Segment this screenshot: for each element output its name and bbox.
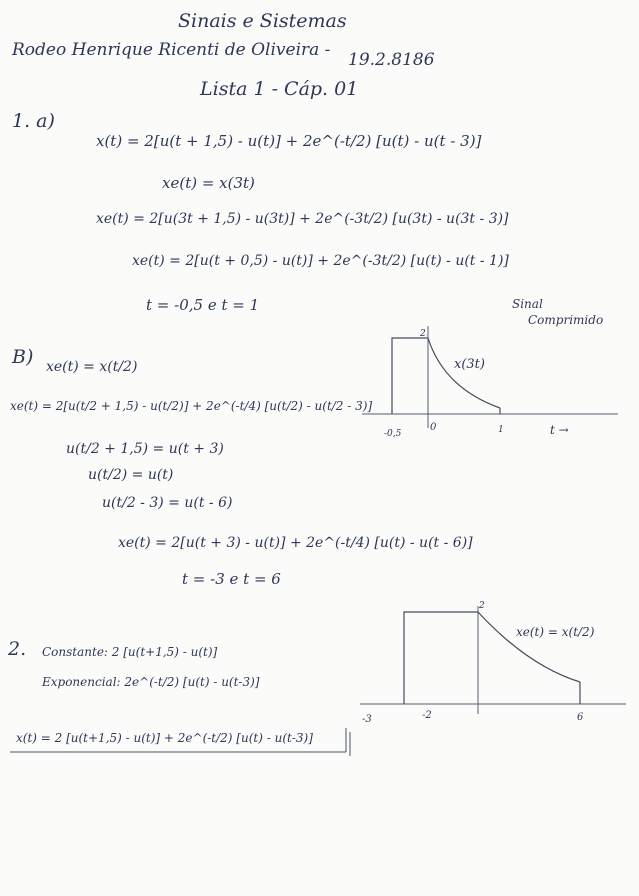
graph2-curve-label: xe(t) = x(t/2) [516,625,595,639]
eq-b-result: xe(t) = 2[u(t + 3) - u(t)] + 2e^(-t/4) [u(t) - u(t - 6)] [118,535,473,551]
graph2-tick-neg3: -3 [362,714,372,725]
eq-b-expansion: xe(t) = x(t/2) [46,359,138,375]
eq-b-step1: u(t/2 + 1,5) = u(t + 3) [66,441,224,457]
q2-exponential: Exponencial: 2e^(-t/2) [u(t) - u(t-3)] [42,675,260,689]
student-name: Rodeo Henrique Ricenti de Oliveira - [12,40,331,60]
graph1-rectangle [392,338,428,414]
course-title: Sinais e Sistemas [178,10,347,32]
graph-compressed-signal [360,318,620,443]
eq-b-step2: u(t/2) = u(t) [88,467,174,483]
graph1-curve-label: x(3t) [454,357,485,372]
eq-b-step3: u(t/2 - 3) = u(t - 6) [102,495,233,511]
graph1-peak-label: 2 [420,329,426,339]
eq-bounds: t = -0,5 e t = 1 [146,296,260,314]
graph1-exponential [428,338,500,408]
eq-simplified: xe(t) = 2[u(t + 0,5) - u(t)] + 2e^(-3t/2) [u(t) - u(t - 1)] [132,253,509,269]
graph-expanded-signal [358,596,628,726]
q2-constant: Constante: 2 [u(t+1,5) - u(t)] [42,645,218,659]
graph2-tick-6: 6 [577,712,584,723]
eq-compression: xe(t) = x(3t) [162,174,255,192]
eq-substitution: xe(t) = 2[u(3t + 1,5) - u(3t)] + 2e^(-3t/2) [u(3t) - u(3t - 3)] [96,211,509,227]
result-box [10,722,355,762]
graph1-tick-1: 1 [498,425,504,435]
list-title: Lista 1 - Cáp. 01 [200,78,359,100]
question-1-label: 1. a) [12,110,55,132]
eq-b-bounds: t = -3 e t = 6 [182,570,281,588]
eq-b-substitution: xe(t) = 2[u(t/2 + 1,5) - u(t/2)] + 2e^(-t/4) [u(t/2) - u(t/2 - 3)] [10,399,373,413]
graph2-tick-neg2: -2 [422,710,432,721]
graph1-tick-0: 0 [430,422,437,433]
q2-result: x(t) = 2 [u(t+1,5) - u(t)] + 2e^(-t/2) [u(t) - u(t-3)] [16,731,313,745]
graph2-exponential [478,612,580,682]
note-comprimido: Comprimido [528,313,604,327]
graph1-tick-neg05: -0,5 [384,429,402,439]
note-sinal: Sinal [512,297,543,311]
question-2-label: 2. [8,638,27,660]
part-b-label: B) [12,346,34,368]
student-id: 19.2.8186 [348,50,435,70]
graph2-rectangle [404,612,478,704]
eq-x-of-t: x(t) = 2[u(t + 1,5) - u(t)] + 2e^(-t/2) [u(t) - u(t - 3)] [96,132,482,150]
graph2-peak-label: 2 [479,601,485,611]
graph1-axis-label: t → [550,423,569,437]
